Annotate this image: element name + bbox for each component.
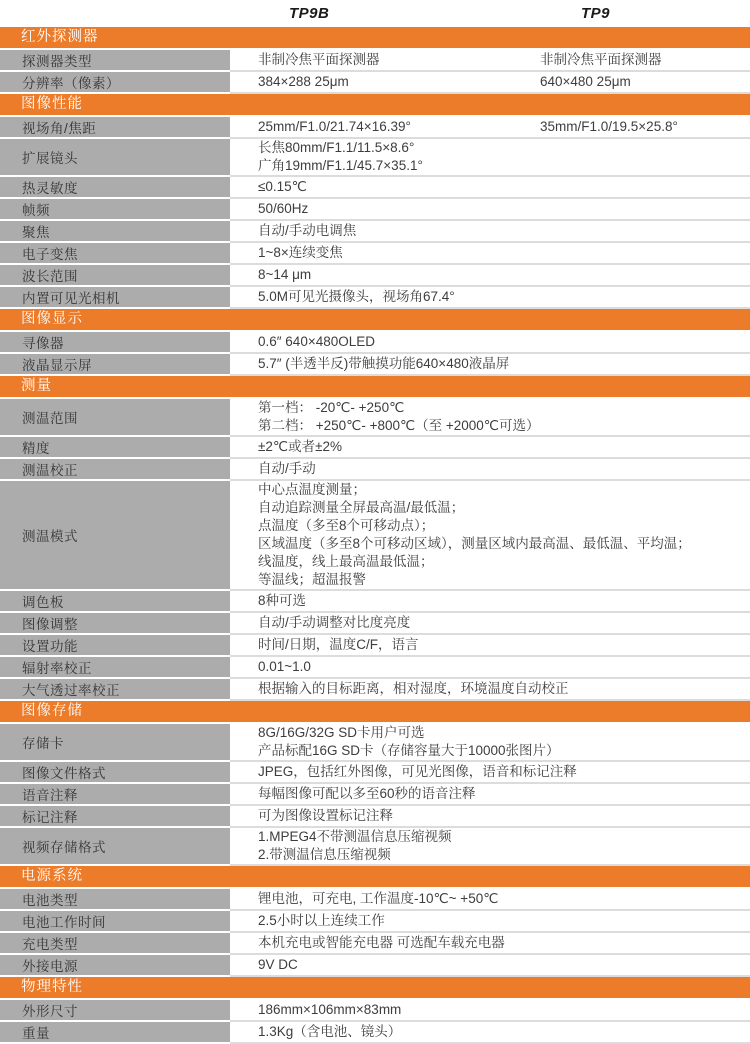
value-emissivity-correction bbox=[258, 657, 750, 677]
row-label-spectral-range: 波长范围 bbox=[0, 265, 230, 287]
spec-row-video-storage-format bbox=[0, 828, 750, 866]
value-tp9b-fov-focal-length bbox=[258, 117, 540, 137]
value-palettes bbox=[258, 591, 750, 611]
value-frame-rate-line: 50/60Hz bbox=[258, 201, 309, 216]
row-label-temperature-range: 测温范围 bbox=[0, 399, 230, 437]
row-label-image-adjustment: 图像调整 bbox=[0, 613, 230, 635]
value-external-power-line: 9V DC bbox=[258, 957, 298, 972]
value-voice-annotation-line: 每幅图像可配以多至60秒的语音注释 bbox=[258, 786, 476, 801]
value-emissivity-correction-line: 0.01~1.0 bbox=[258, 659, 311, 674]
spec-row-optional-lenses bbox=[0, 139, 750, 177]
row-values-image-file-format bbox=[230, 762, 750, 784]
value-voice-annotation bbox=[258, 784, 750, 804]
row-label-focus: 聚焦 bbox=[0, 221, 230, 243]
column-title-row bbox=[0, 0, 750, 27]
spec-row-weight bbox=[0, 1022, 750, 1044]
value-battery-operating-time-line: 2.5小时以上连续工作 bbox=[258, 913, 385, 928]
row-values-palettes bbox=[230, 591, 750, 613]
value-image-adjustment-line: 自动/手动调整对比度亮度 bbox=[258, 615, 411, 630]
spec-row-emissivity-correction bbox=[0, 657, 750, 679]
row-label-emissivity-correction: 辐射率校正 bbox=[0, 657, 230, 679]
value-spectral-range-line: 8~14 μm bbox=[258, 267, 312, 282]
row-label-battery-operating-time: 电池工作时间 bbox=[0, 911, 230, 933]
section-header-image-storage: 图像存储 bbox=[0, 701, 750, 724]
row-label-digital-zoom: 电子变焦 bbox=[0, 243, 230, 265]
row-label-accuracy: 精度 bbox=[0, 437, 230, 459]
value-video-storage-format bbox=[258, 828, 750, 864]
row-values-viewfinder bbox=[230, 332, 750, 354]
section-header-image-display: 图像显示 bbox=[0, 309, 750, 332]
value-setup-functions bbox=[258, 635, 750, 655]
row-values-battery-type bbox=[230, 889, 750, 911]
row-values-voice-annotation bbox=[230, 784, 750, 806]
value-video-storage-format-line: 1.MPEG4不带测温信息压缩视频 bbox=[258, 829, 452, 844]
value-tp9b-fov-focal-length-line: 25mm/F1.0/21.74×16.39° bbox=[258, 119, 411, 134]
spec-row-battery-operating-time bbox=[0, 911, 750, 933]
row-label-charging-type: 充电类型 bbox=[0, 933, 230, 955]
row-values-memory-card bbox=[230, 724, 750, 762]
value-temperature-range-line: 第二档： +250℃- +800℃（至 +2000℃可选） bbox=[258, 418, 540, 433]
value-temperature-range-line: 第一档： -20℃- +250℃ bbox=[258, 400, 405, 415]
value-spectral-range bbox=[258, 265, 750, 285]
row-label-built-in-visible-camera: 内置可见光相机 bbox=[0, 287, 230, 309]
spec-row-image-adjustment bbox=[0, 613, 750, 635]
value-battery-type-line: 锂电池，可充电, 工作温度-10℃~ +50℃ bbox=[258, 891, 499, 906]
value-digital-zoom bbox=[258, 243, 750, 263]
row-values-measurement-modes bbox=[230, 481, 750, 591]
spec-row-image-file-format bbox=[0, 762, 750, 784]
row-values-resolution-pixels bbox=[230, 72, 750, 94]
value-measurement-modes-line: 自动追踪测量全屏最高温/最低温； bbox=[258, 500, 465, 515]
spec-row-palettes bbox=[0, 591, 750, 613]
section-header-power-system: 电源系统 bbox=[0, 866, 750, 889]
row-label-dimensions: 外形尺寸 bbox=[0, 1000, 230, 1022]
value-thermal-sensitivity-line: ≤0.15℃ bbox=[258, 179, 307, 194]
spec-row-spectral-range bbox=[0, 265, 750, 287]
value-battery-operating-time bbox=[258, 911, 750, 931]
spec-row-charging-type bbox=[0, 933, 750, 955]
value-text-annotation-line: 可为图像设置标记注释 bbox=[258, 808, 393, 823]
spec-row-fov-focal-length bbox=[0, 117, 750, 139]
section-header-physical-characteristics: 物理特性 bbox=[0, 977, 750, 1000]
value-measurement-modes bbox=[258, 481, 750, 589]
row-values-emissivity-correction bbox=[230, 657, 750, 679]
spec-row-atmospheric-correction bbox=[0, 679, 750, 701]
value-charging-type-line: 本机充电或智能充电器 可选配车载充电器 bbox=[258, 935, 505, 950]
value-tp9b-resolution-pixels bbox=[258, 72, 540, 92]
section-header-image-performance: 图像性能 bbox=[0, 94, 750, 117]
row-values-spectral-range bbox=[230, 265, 750, 287]
row-label-setup-functions: 设置功能 bbox=[0, 635, 230, 657]
spec-row-focus bbox=[0, 221, 750, 243]
spec-row-resolution-pixels bbox=[0, 72, 750, 94]
spec-row-text-annotation bbox=[0, 806, 750, 828]
row-label-frame-rate: 帧频 bbox=[0, 199, 230, 221]
value-tp9-detector-type bbox=[540, 50, 750, 70]
row-values-battery-operating-time bbox=[230, 911, 750, 933]
value-dimensions-line: 186mm×106mm×83mm bbox=[258, 1002, 402, 1017]
value-built-in-visible-camera-line: 5.0M可见光摄像头，视场角67.4° bbox=[258, 289, 455, 304]
row-label-viewfinder: 寻像器 bbox=[0, 332, 230, 354]
value-viewfinder bbox=[258, 332, 750, 352]
value-memory-card-line: 8G/16G/32G SD卡用户可选 bbox=[258, 725, 425, 740]
value-accuracy bbox=[258, 437, 750, 457]
spec-row-external-power bbox=[0, 955, 750, 977]
row-label-temperature-correction: 测温校正 bbox=[0, 459, 230, 481]
value-viewfinder-line: 0.6″ 640×480OLED bbox=[258, 334, 375, 349]
row-label-optional-lenses: 扩展镜头 bbox=[0, 139, 230, 177]
row-label-thermal-sensitivity: 热灵敏度 bbox=[0, 177, 230, 199]
spec-row-memory-card bbox=[0, 724, 750, 762]
value-battery-type bbox=[258, 889, 750, 909]
row-values-built-in-visible-camera bbox=[230, 287, 750, 309]
value-frame-rate bbox=[258, 199, 750, 219]
section-header-measurement: 测量 bbox=[0, 376, 750, 399]
spec-row-viewfinder bbox=[0, 332, 750, 354]
value-image-file-format-line: JPEG，包括红外图像，可见光图像，语音和标记注释 bbox=[258, 764, 577, 779]
spec-table bbox=[0, 27, 750, 1044]
row-values-accuracy bbox=[230, 437, 750, 459]
value-temperature-correction bbox=[258, 459, 750, 479]
value-temperature-range bbox=[258, 399, 750, 435]
row-label-voice-annotation: 语音注释 bbox=[0, 784, 230, 806]
spec-row-temperature-range bbox=[0, 399, 750, 437]
value-measurement-modes-line: 线温度，线上最高温最低温； bbox=[258, 554, 434, 569]
value-setup-functions-line: 时间/日期，温度C/F，语言 bbox=[258, 637, 419, 652]
row-label-memory-card: 存储卡 bbox=[0, 724, 230, 762]
value-accuracy-line: ±2℃或者±2% bbox=[258, 439, 342, 454]
row-values-text-annotation bbox=[230, 806, 750, 828]
spec-row-voice-annotation bbox=[0, 784, 750, 806]
row-values-temperature-range bbox=[230, 399, 750, 437]
row-label-atmospheric-correction: 大气透过率校正 bbox=[0, 679, 230, 701]
value-charging-type bbox=[258, 933, 750, 953]
value-tp9-detector-type-line: 非制冷焦平面探测器 bbox=[540, 52, 662, 67]
row-values-image-adjustment bbox=[230, 613, 750, 635]
row-label-video-storage-format: 视频存储格式 bbox=[0, 828, 230, 866]
row-values-setup-functions bbox=[230, 635, 750, 657]
value-focus-line: 自动/手动电调焦 bbox=[258, 223, 357, 238]
row-label-resolution-pixels: 分辨率（像素） bbox=[0, 72, 230, 94]
value-measurement-modes-line: 点温度（多至8个可移动点）； bbox=[258, 518, 435, 533]
value-optional-lenses bbox=[258, 139, 750, 175]
value-optional-lenses-line: 长焦80mm/F1.1/11.5×8.6° bbox=[258, 140, 415, 155]
value-tp9b-detector-type bbox=[258, 50, 540, 70]
value-focus bbox=[258, 221, 750, 241]
value-measurement-modes-line: 区域温度（多至8个可移动区域），测量区域内最高温、最低温、平均温； bbox=[258, 536, 691, 551]
row-values-detector-type bbox=[230, 50, 750, 72]
value-palettes-line: 8种可选 bbox=[258, 593, 307, 608]
value-optional-lenses-line: 广角19mm/F1.1/45.7×35.1° bbox=[258, 158, 423, 173]
row-label-measurement-modes: 测温模式 bbox=[0, 481, 230, 591]
row-values-external-power bbox=[230, 955, 750, 977]
spec-row-frame-rate bbox=[0, 199, 750, 221]
value-thermal-sensitivity bbox=[258, 177, 750, 197]
row-label-lcd-screen: 液晶显示屏 bbox=[0, 354, 230, 376]
row-label-battery-type: 电池类型 bbox=[0, 889, 230, 911]
row-label-fov-focal-length: 视场角/焦距 bbox=[0, 117, 230, 139]
row-values-fov-focal-length bbox=[230, 117, 750, 139]
value-dimensions bbox=[258, 1000, 750, 1020]
value-tp9-fov-focal-length-line: 35mm/F1.0/19.5×25.8° bbox=[540, 119, 678, 134]
row-values-frame-rate bbox=[230, 199, 750, 221]
value-measurement-modes-line: 等温线；超温报警 bbox=[258, 572, 366, 587]
spec-row-digital-zoom bbox=[0, 243, 750, 265]
row-label-image-file-format: 图像文件格式 bbox=[0, 762, 230, 784]
value-memory-card-line: 产品标配16G SD卡（存储容量大于10000张图片） bbox=[258, 743, 560, 758]
spec-row-thermal-sensitivity bbox=[0, 177, 750, 199]
row-label-text-annotation: 标记注释 bbox=[0, 806, 230, 828]
value-tp9b-resolution-pixels-line: 384×288 25μm bbox=[258, 74, 349, 89]
value-built-in-visible-camera bbox=[258, 287, 750, 307]
spec-row-battery-type bbox=[0, 889, 750, 911]
column-title-tp9: TP9 bbox=[581, 5, 611, 22]
row-values-optional-lenses bbox=[230, 139, 750, 177]
value-memory-card bbox=[258, 724, 750, 760]
spec-row-dimensions bbox=[0, 1000, 750, 1022]
row-values-dimensions bbox=[230, 1000, 750, 1022]
row-values-digital-zoom bbox=[230, 243, 750, 265]
spec-row-setup-functions bbox=[0, 635, 750, 657]
value-external-power bbox=[258, 955, 750, 975]
value-measurement-modes-line: 中心点温度测量； bbox=[258, 482, 366, 497]
value-video-storage-format-line: 2.带测温信息压缩视频 bbox=[258, 847, 391, 862]
value-text-annotation bbox=[258, 806, 750, 826]
value-tp9-fov-focal-length bbox=[540, 117, 750, 137]
spec-row-built-in-visible-camera bbox=[0, 287, 750, 309]
spec-row-lcd-screen bbox=[0, 354, 750, 376]
value-temperature-correction-line: 自动/手动 bbox=[258, 461, 316, 476]
row-label-weight: 重量 bbox=[0, 1022, 230, 1044]
value-lcd-screen-line: 5.7″ (半透半反)带触摸功能640×480液晶屏 bbox=[258, 356, 510, 371]
value-tp9b-detector-type-line: 非制冷焦平面探测器 bbox=[258, 52, 380, 67]
row-values-thermal-sensitivity bbox=[230, 177, 750, 199]
row-values-video-storage-format bbox=[230, 828, 750, 866]
row-values-focus bbox=[230, 221, 750, 243]
spec-row-accuracy bbox=[0, 437, 750, 459]
value-weight-line: 1.3Kg（含电池、镜头） bbox=[258, 1024, 402, 1039]
value-weight bbox=[258, 1022, 750, 1042]
row-values-temperature-correction bbox=[230, 459, 750, 481]
row-label-palettes: 调色板 bbox=[0, 591, 230, 613]
value-atmospheric-correction bbox=[258, 679, 750, 699]
row-values-weight bbox=[230, 1022, 750, 1044]
value-image-adjustment bbox=[258, 613, 750, 633]
row-label-external-power: 外接电源 bbox=[0, 955, 230, 977]
row-values-charging-type bbox=[230, 933, 750, 955]
spec-row-detector-type bbox=[0, 50, 750, 72]
value-tp9-resolution-pixels-line: 640×480 25μm bbox=[540, 74, 631, 89]
row-values-atmospheric-correction bbox=[230, 679, 750, 701]
spec-row-measurement-modes bbox=[0, 481, 750, 591]
value-lcd-screen bbox=[258, 354, 750, 374]
value-digital-zoom-line: 1~8×连续变焦 bbox=[258, 245, 343, 260]
row-label-detector-type: 探测器类型 bbox=[0, 50, 230, 72]
value-image-file-format bbox=[258, 762, 750, 782]
column-title-tp9b: TP9B bbox=[289, 5, 330, 22]
value-tp9-resolution-pixels bbox=[540, 72, 750, 92]
value-atmospheric-correction-line: 根据输入的目标距离，相对湿度，环境温度自动校正 bbox=[258, 681, 569, 696]
spec-row-temperature-correction bbox=[0, 459, 750, 481]
section-header-infrared-detector: 红外探测器 bbox=[0, 27, 750, 50]
row-values-lcd-screen bbox=[230, 354, 750, 376]
